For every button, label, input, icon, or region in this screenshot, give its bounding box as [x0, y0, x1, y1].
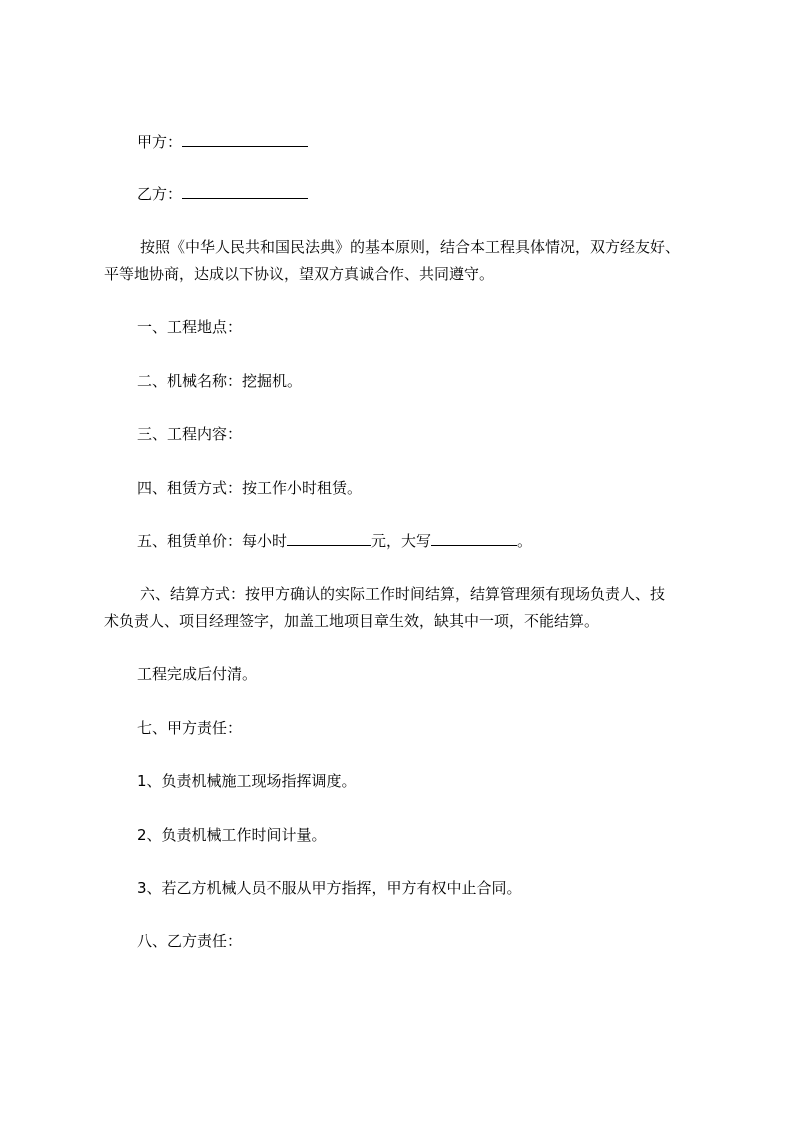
clause-7-3: 3、若乙方机械人员不服从甲方指挥，甲方有权中止合同。 — [137, 879, 522, 897]
party-a-line — [137, 132, 308, 152]
clause-5-suffix: 。 — [517, 532, 533, 550]
party-b-line — [137, 184, 308, 204]
clause-3: 三、工程内容： — [137, 425, 243, 443]
party-b-label: 乙方： — [137, 185, 183, 203]
party-a-label: 甲方： — [137, 133, 183, 151]
intro-line-2: 平等地协商，达成以下协议，望双方真诚合作、共同遵守。 — [104, 265, 495, 283]
clause-7-2: 2、负责机械工作时间计量。 — [137, 826, 327, 844]
clause-5-prefix: 五、租赁单价：每小时 — [137, 532, 288, 550]
party-b-blank — [182, 184, 308, 199]
clause-6-line-1: 六、结算方式：按甲方确认的实际工作时间结算，结算管理须有现场负责人、技 — [140, 585, 666, 603]
clause-4: 四、租赁方式：按工作小时租赁。 — [137, 479, 363, 497]
price-uppercase-blank — [431, 531, 517, 546]
clause-7: 七、甲方责任： — [137, 719, 243, 737]
clause-8: 八、乙方责任： — [137, 932, 243, 950]
party-a-blank — [182, 132, 308, 147]
clause-1: 一、工程地点： — [137, 318, 243, 336]
clause-5-mid: 元，大写 — [371, 532, 432, 550]
completion-payment: 工程完成后付清。 — [137, 665, 258, 683]
clause-2: 二、机械名称：挖掘机。 — [137, 372, 303, 390]
intro-line-1: 按照《中华人民共和国民法典》的基本原则，结合本工程具体情况，双方经友好、 — [140, 238, 681, 256]
clause-5 — [137, 531, 532, 551]
clause-6-line-2: 术负责人、项目经理签字，加盖工地项目章生效，缺其中一项，不能结算。 — [104, 612, 600, 630]
price-blank — [287, 531, 371, 546]
clause-7-1: 1、负责机械施工现场指挥调度。 — [137, 772, 357, 790]
